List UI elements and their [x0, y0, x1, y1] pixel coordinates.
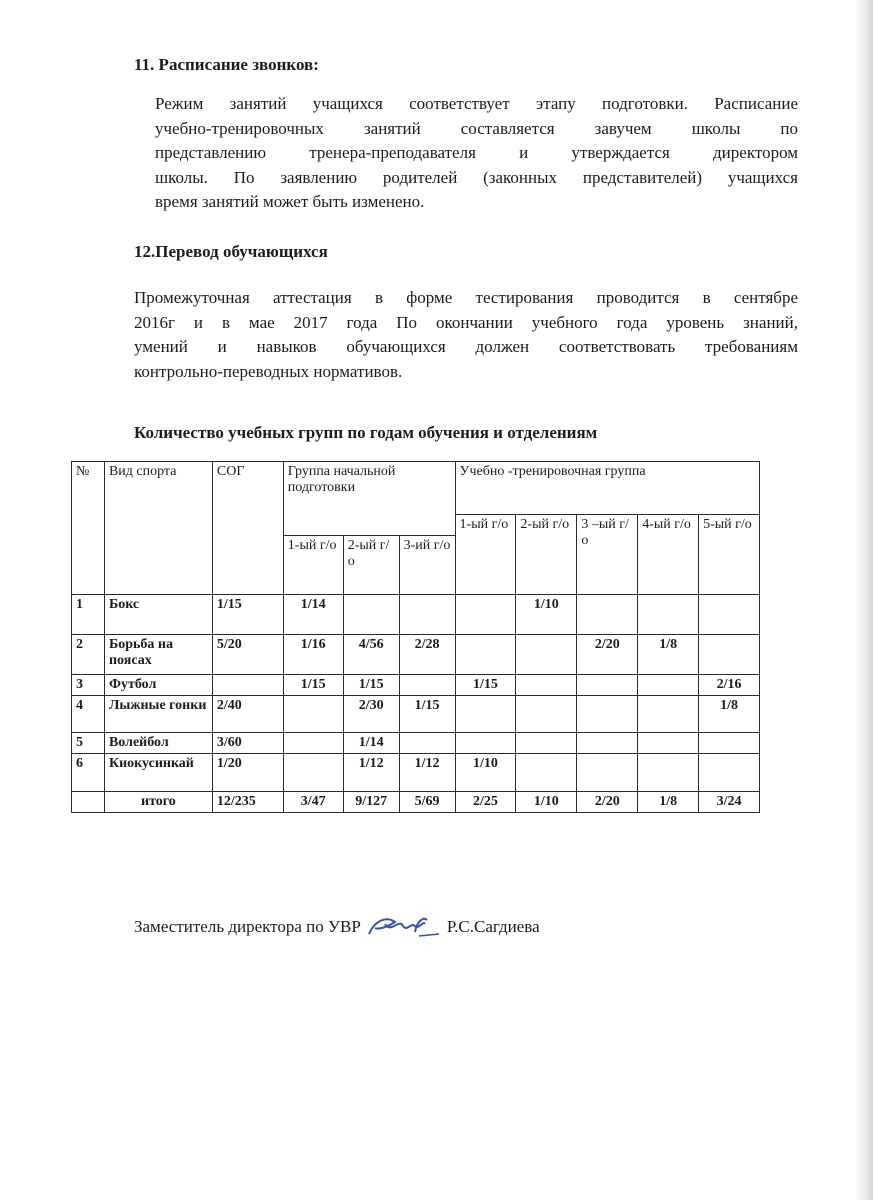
- header-initial-year: 1-ый г/о: [283, 536, 343, 595]
- table-body: [72, 595, 760, 813]
- group-count-cell: [638, 754, 699, 792]
- header-training-group: Учебно -тренировочная группа: [455, 462, 759, 515]
- group-count-cell: [399, 675, 455, 696]
- group-count-cell: [699, 635, 760, 675]
- paragraph-line: контрольно-переводных нормативов.: [134, 361, 403, 381]
- sport-name: Киокусинкай: [104, 754, 212, 792]
- group-count-cell: [577, 696, 638, 733]
- header-initial-year: 2-ый г/о: [343, 536, 399, 595]
- sport-name: Волейбол: [104, 733, 212, 754]
- group-count-cell: [516, 696, 577, 733]
- group-count-cell: 3/47: [283, 792, 343, 813]
- group-count-cell: 5/69: [399, 792, 455, 813]
- group-count-cell: 1/14: [343, 733, 399, 754]
- sport-name: Футбол: [104, 675, 212, 696]
- table-title: Количество учебных групп по годам обучения и отделениям: [134, 423, 598, 442]
- header-training-year: 3 –ый г/о: [577, 515, 638, 595]
- table-row: [72, 595, 760, 635]
- group-count-cell: [577, 733, 638, 754]
- group-count-cell: [399, 733, 455, 754]
- group-count-cell: 1/20: [212, 754, 283, 792]
- handwritten-signature-icon: [365, 912, 441, 942]
- paragraph-line: учебно-тренировочных занятий составляется завучем школы по: [155, 118, 798, 138]
- group-count-cell: 1/14: [283, 595, 343, 635]
- group-count-cell: 1/12: [399, 754, 455, 792]
- header-sog: СОГ: [212, 462, 283, 595]
- group-count-cell: 2/20: [577, 792, 638, 813]
- row-number: 5: [72, 733, 105, 754]
- paragraph-line: время занятий может быть изменено.: [155, 192, 425, 211]
- paragraph-line: Промежуточная аттестация в форме тестирования проводится в сентябре: [134, 288, 798, 307]
- groups-table: [71, 461, 760, 813]
- group-count-cell: [699, 754, 760, 792]
- group-count-cell: 1/15: [343, 675, 399, 696]
- header-initial-group: Группа начальной подготовки: [283, 462, 455, 536]
- table-row: [72, 696, 760, 733]
- paragraph-line: 2016г и в мае 2017 года По окончании учебного года уровень знаний,: [134, 312, 798, 332]
- group-count-cell: [699, 733, 760, 754]
- group-count-cell: 2/30: [343, 696, 399, 733]
- group-count-cell: 1/15: [399, 696, 455, 733]
- header-training-year: 5-ый г/о: [699, 515, 760, 595]
- group-count-cell: 1/10: [455, 754, 516, 792]
- header-training-year: 1-ый г/о: [455, 515, 516, 595]
- group-count-cell: [699, 595, 760, 635]
- row-number: [72, 792, 105, 813]
- scanned-page-edge: [855, 0, 873, 1200]
- group-count-cell: [212, 675, 283, 696]
- group-count-cell: [516, 635, 577, 675]
- group-count-cell: 2/20: [577, 635, 638, 675]
- group-count-cell: [283, 733, 343, 754]
- group-count-cell: [516, 733, 577, 754]
- group-count-cell: 2/28: [399, 635, 455, 675]
- paragraph-line: умений и навыков обучающихся должен соответствовать требованиям: [134, 337, 798, 356]
- group-count-cell: 1/16: [283, 635, 343, 675]
- header-initial-year: 3-ий г/о: [399, 536, 455, 595]
- group-count-cell: [577, 595, 638, 635]
- total-row: [72, 792, 760, 813]
- group-count-cell: 5/20: [212, 635, 283, 675]
- group-count-cell: 3/60: [212, 733, 283, 754]
- table-row: [72, 635, 760, 675]
- row-number: 2: [72, 635, 105, 675]
- group-count-cell: 2/25: [455, 792, 516, 813]
- row-number: 1: [72, 595, 105, 635]
- signatory-name: Р.С.Сагдиева: [446, 917, 540, 936]
- signatory-position: Заместитель директора по УВР: [134, 917, 361, 936]
- group-count-cell: [577, 675, 638, 696]
- row-number: 3: [72, 675, 105, 696]
- header-training-year: 4-ый г/о: [638, 515, 699, 595]
- group-count-cell: 1/10: [516, 792, 577, 813]
- group-count-cell: [343, 595, 399, 635]
- group-count-cell: 3/24: [699, 792, 760, 813]
- group-count-cell: [516, 754, 577, 792]
- row-number: 4: [72, 696, 105, 733]
- group-count-cell: 9/127: [343, 792, 399, 813]
- group-count-cell: [638, 675, 699, 696]
- group-count-cell: 1/12: [343, 754, 399, 792]
- signature-block: [134, 912, 540, 942]
- group-count-cell: [455, 696, 516, 733]
- group-count-cell: 1/8: [638, 792, 699, 813]
- group-count-cell: 1/8: [638, 635, 699, 675]
- group-count-cell: [638, 733, 699, 754]
- group-count-cell: 1/15: [212, 595, 283, 635]
- section-12-paragraph: [134, 286, 798, 384]
- group-count-cell: [283, 754, 343, 792]
- paragraph-line: представлению тренера-преподавателя и утверждается директором: [155, 143, 798, 162]
- group-count-cell: [638, 696, 699, 733]
- header-training-year: 2-ый г/о: [516, 515, 577, 595]
- group-count-cell: [399, 595, 455, 635]
- group-count-cell: [638, 595, 699, 635]
- row-number: 6: [72, 754, 105, 792]
- header-num: №: [72, 462, 105, 595]
- header-sport: Вид спорта: [104, 462, 212, 595]
- group-count-cell: [455, 635, 516, 675]
- group-count-cell: [455, 733, 516, 754]
- group-count-cell: 1/10: [516, 595, 577, 635]
- sport-name: Лыжные гонки: [104, 696, 212, 733]
- group-count-cell: 1/8: [699, 696, 760, 733]
- group-count-cell: 2/40: [212, 696, 283, 733]
- section-12-heading: 12.Перевод обучающихся: [134, 242, 328, 261]
- section-11-heading: 11. Расписание звонков:: [134, 55, 319, 74]
- sport-name: Бокс: [104, 595, 212, 635]
- group-count-cell: [283, 696, 343, 733]
- table-row: [72, 754, 760, 792]
- group-count-cell: 1/15: [455, 675, 516, 696]
- table-row: [72, 733, 760, 754]
- paragraph-line: школы. По заявлению родителей (законных представителей) учащихся: [155, 167, 798, 187]
- section-11-paragraph: [155, 92, 798, 215]
- group-count-cell: [455, 595, 516, 635]
- group-count-cell: 1/15: [283, 675, 343, 696]
- total-label: итого: [104, 792, 212, 813]
- group-count-cell: [516, 675, 577, 696]
- group-count-cell: 2/16: [699, 675, 760, 696]
- table-row: [72, 675, 760, 696]
- group-count-cell: 12/235: [212, 792, 283, 813]
- sport-name: Борьба на поясах: [104, 635, 212, 675]
- group-count-cell: [577, 754, 638, 792]
- paragraph-line: Режим занятий учащихся соответствует этапу подготовки. Расписание: [155, 94, 798, 113]
- group-count-cell: 4/56: [343, 635, 399, 675]
